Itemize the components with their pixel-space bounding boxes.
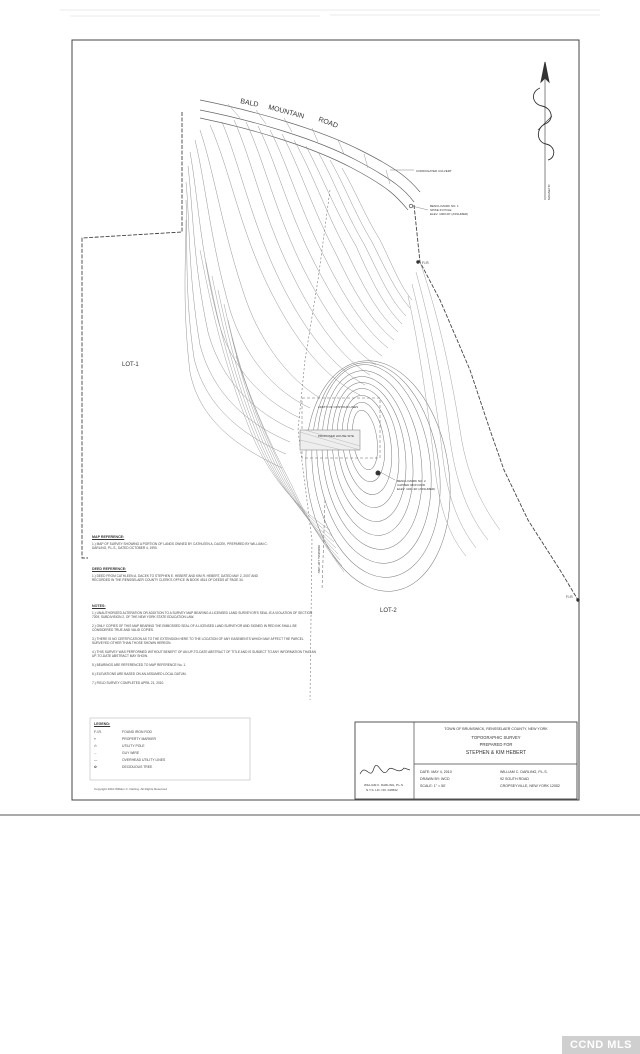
title-client: STEPHEN & KIM HEBERT — [465, 750, 527, 756]
property-boundary — [82, 112, 578, 600]
note-7: 7.) FIELD SURVEY COMPLETED APRIL 21, 2010. — [92, 681, 165, 685]
note-6: 6.) ELEVATIONS ARE BASED ON AN ASSUMED LOCAL DATUM. — [92, 672, 187, 676]
bench-mark-1-elev: ELEV. 1000.00' (ASSUMED) — [430, 212, 469, 216]
signature-license: N.Y.S. LIC. NO. 049532 — [366, 788, 398, 792]
contours-east — [408, 262, 500, 556]
title-date: DATE: MAY 4, 2010 — [420, 770, 452, 774]
legend-heading: LEGEND: — [94, 722, 111, 726]
road-label-mountain: MOUNTAIN — [267, 104, 305, 121]
fir-label: F.I.R. — [566, 595, 574, 599]
signature-caption: WILLIAM C. DARLING, P.L.S. — [364, 783, 404, 787]
original-lot-line-label: ORIGINAL LOT LINE — [317, 545, 321, 574]
bench-mark-2-elev: ELEV. 1041.90' (ASSUMED) — [397, 487, 436, 491]
north-arrow-icon — [533, 62, 553, 200]
note-1: 1.) UNAUTHORIZED ALTERATION OR ADDITION TO A SURVEY MAP BEARING A LICENSED LAND SURVEYOR'S SEAL IS A VIOLATION OF SECTION 7209, SUBDIVISION 2, OF THE NEW YORK STATE EDUCATION LAW. — [92, 611, 313, 620]
title-drawn-by: DRAWN BY: WCD — [420, 777, 450, 781]
legend-text: DECIDUOUS TREE — [122, 765, 153, 769]
legend-item — [94, 758, 165, 762]
legend-text: UTILITY POLE — [122, 744, 145, 748]
overhead-line-icon: — — [94, 758, 98, 762]
mls-watermark: CCND MLS — [562, 1036, 640, 1054]
legend-text: OVERHEAD UTILITY LINES — [122, 758, 166, 762]
title-location: TOWN OF BRUNSWICK, RENSSELAER COUNTY, NEW YORK — [444, 727, 548, 731]
legend-text: PROPERTY MARKER — [122, 737, 156, 741]
leader-lines — [380, 170, 428, 480]
legend-item — [94, 765, 152, 769]
bench-mark-1-label: BENCH MARK NO. 1 — [430, 204, 459, 208]
legend-text: FOUND IRON ROD — [122, 730, 152, 734]
deed-reference-text: 1.) DEED FROM CATHLEEN A. DACEK TO STEPHEN E. HEBERT AND KIM R. HEBERT, DATED MAY 2, 2007 AND RECORDED IN THE RENSSELAER COUNTY CLERK'S OFFICE IN BOOK 4514 OF DEEDS AT PAGE 34. — [92, 574, 258, 583]
lot-2-label: LOT-2 — [380, 608, 397, 614]
original-lot-line — [322, 500, 325, 590]
legend-item — [94, 737, 156, 741]
north-label: MAGNETIC — [547, 184, 551, 200]
fir-icon — [577, 599, 579, 601]
legend-box — [90, 718, 250, 780]
proposed-site-label: PROPOSED HOUSE SITE — [318, 434, 355, 438]
fir-icon — [417, 261, 419, 263]
culvert-label: CORRUGATED CULVERT — [416, 169, 452, 173]
bench-mark-2-label: BENCH MARK NO. 2 — [397, 479, 426, 483]
notes-heading: NOTES: — [92, 604, 106, 608]
bench-mark-1-type: SPIKE IN POLE — [430, 208, 452, 212]
note-4: 4.) THIS SURVEY WAS PERFORMED WITHOUT BENEFIT OF AN UP-TO-DATE ABSTRACT OF TITLE AND IS SUBJECT TO ANY INFORMATION THAT AN UP-TO-DATE ABSTRACT MAY SHOW. — [92, 650, 316, 659]
note-5: 5.) BEARINGS ARE REFERENCED TO MAP REFERENCE No. 1. — [92, 663, 187, 667]
fir-label: F.I.R. — [422, 261, 430, 265]
title-scale: SCALE: 1" = 50' — [420, 784, 446, 788]
title-survey-type: TOPOGRAPHIC SURVEY — [471, 735, 521, 740]
legend-item — [94, 730, 152, 734]
road-label-road: ROAD — [317, 116, 339, 130]
surveyor-address: 92 SOUTH ROAD — [500, 777, 529, 781]
road-label-bald: BALD — [239, 98, 259, 109]
bench-mark-icon — [376, 471, 380, 475]
bench-mark-2-type: CAPPED IRON ROD — [397, 483, 426, 487]
title-prepared-for: PREPARED FOR — [479, 742, 513, 747]
utility-pole-icon: ⊙ — [94, 744, 97, 748]
scan-artifacts — [60, 10, 600, 16]
copyright-text: Copyright 2010 William C. Darling. All Rights Reserved — [94, 787, 167, 791]
legend-item — [94, 744, 145, 748]
legend-item — [94, 751, 139, 755]
lot-1-label: LOT-1 — [122, 362, 139, 368]
guy-wire-icon: ← — [94, 751, 98, 755]
map-reference-text: 1.) MAP OF SURVEY SHOWING A PORTION OF LANDS OWNED BY CATHLEEN A. DACEK, PREPARED BY WILLIAM C. DARLING, P.L.S., DATED OCTOBER 4, 1990. — [92, 542, 268, 551]
deciduous-tree-icon: ✿ — [94, 765, 97, 769]
property-marker-icon: ⌖ — [94, 737, 96, 741]
deed-reference-heading: DEED REFERENCE: — [92, 567, 127, 571]
legend-symbol: F.I.R. — [94, 730, 102, 734]
surveyor-name: WILLIAM C. DARLING, P.L.S. — [500, 770, 548, 774]
contour-limit-label: LIMITS OF CONTOUR LINES — [318, 405, 359, 409]
sheet-border — [72, 40, 579, 800]
legend-text: GUY WIRE — [122, 751, 140, 755]
bald-mountain-road — [200, 100, 420, 210]
note-2: 2.) ONLY COPIES OF THIS MAP BEARING THE EMBOSSED SEAL OF A LICENSED LAND SURVEYOR AND SIGNED IN RED INK SHALL BE CONSIDERED TRUE AND VALID COPIES. — [92, 624, 297, 633]
map-reference-heading: MAP REFERENCE: — [92, 535, 125, 539]
note-3: 3.) THERE IS NO CERTIFICATION AS TO THE EXTENSION HERE TO THE LOCATION OF ANY EASEMENTS WHICH MAY AFFECT THE PARCEL SURVEYED OTHER THAN THOSE SHOWN HEREON. — [92, 637, 304, 646]
surveyor-city: CROPSEYVILLE, NEW YORK 12052 — [500, 784, 560, 788]
markers — [376, 204, 579, 601]
